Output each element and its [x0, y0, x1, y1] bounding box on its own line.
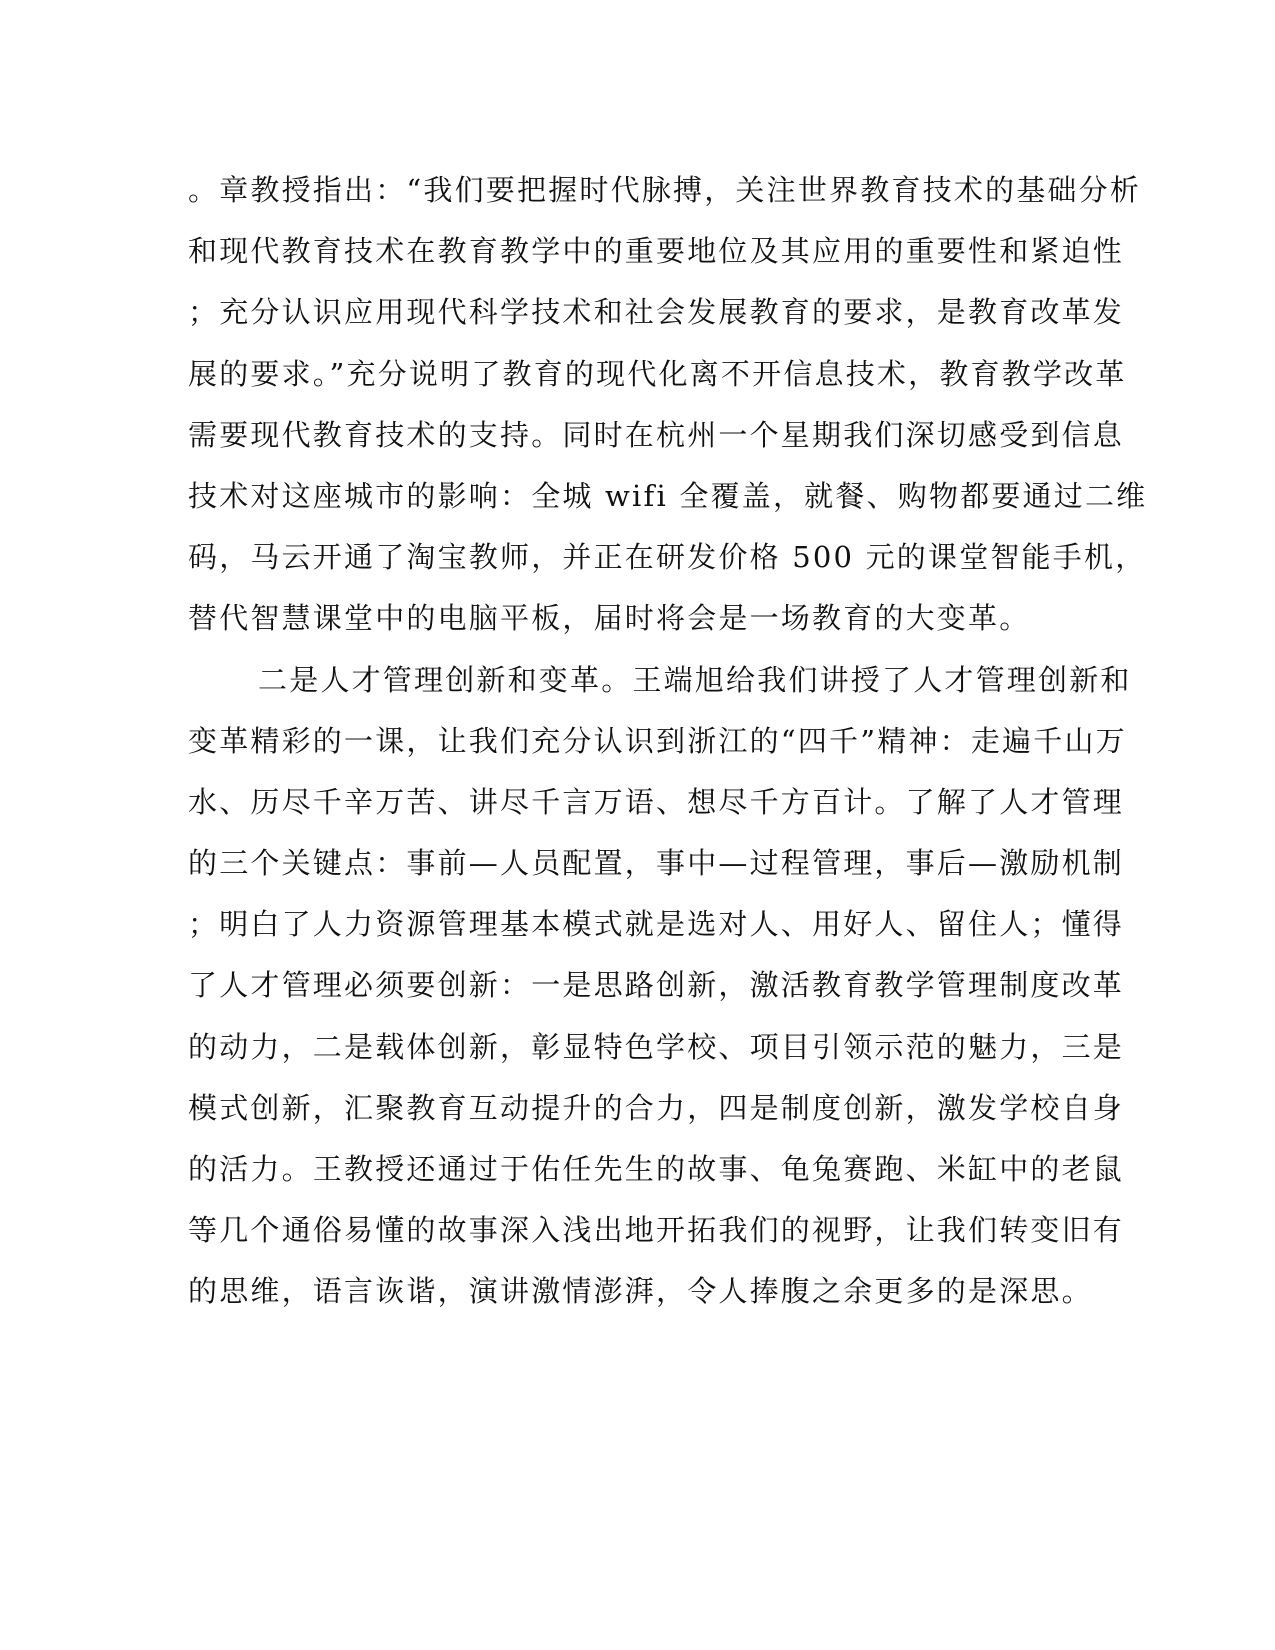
text-line: 。章教授指出：“我们要把握时代脉搏，关注世界教育技术的基础分析 [188, 173, 1142, 207]
text-line: 变革精彩的一课，让我们充分认识到浙江的“四千”精神：走遍千山万 [188, 723, 1127, 758]
text-line: 模式创新，汇聚教育互动提升的合力，四是制度创新，激发学校自身 [188, 1090, 1125, 1125]
text-line: ；充分认识应用现代科学技术和社会发展教育的要求，是教育改革发 [188, 295, 1125, 330]
paragraph-start-line: 二是人才管理创新和变革。王端旭给我们讲授了人才管理创新和 [258, 662, 1132, 697]
text-line: 需要现代教育技术的支持。同时在杭州一个星期我们深切感受到信息 [188, 417, 1125, 452]
text-line: 和现代教育技术在教育教学中的重要地位及其应用的重要性和紧迫性 [188, 234, 1125, 269]
text-line: 等几个通俗易懂的故事深入浅出地开拓我们的视野，让我们转变旧有 [188, 1213, 1125, 1248]
text-line: 了人才管理必须要创新：一是思路创新，激活教育教学管理制度改革 [188, 968, 1125, 1003]
text-line: ；明白了人力资源管理基本模式就是选对人、用好人、留住人；懂得 [188, 907, 1125, 942]
text-line: 技术对这座城市的影响：全城 wifi 全覆盖，就餐、购物都要通过二维 [188, 478, 1148, 513]
text-line: 水、历尽千辛万苦、讲尽千言万语、想尽千方百计。了解了人才管理 [188, 784, 1125, 819]
text-line: 的动力，二是载体创新，彰显特色学校、项目引领示范的魅力，三是 [188, 1029, 1125, 1064]
text-line: 码，马云开通了淘宝教师，并正在研发价格 500 元的课堂智能手机， [188, 540, 1147, 575]
text-line: 替代智慧课堂中的电脑平板，届时将会是一场教育的大变革。 [188, 601, 1031, 636]
text-line: 的三个关键点：事前—人员配置，事中—过程管理，事后—激励机制 [188, 846, 1125, 881]
text-line: 的思维，语言诙谐，演讲激情澎湃，令人捧腹之余更多的是深思。 [188, 1274, 1093, 1309]
body-text [188, 160, 1148, 1323]
text-line: 展的要求。”充分说明了教育的现代化离不开信息技术，教育教学改革 [188, 356, 1127, 391]
text-line: 的活力。王教授还通过于佑任先生的故事、龟兔赛跑、米缸中的老鼠 [188, 1152, 1125, 1186]
